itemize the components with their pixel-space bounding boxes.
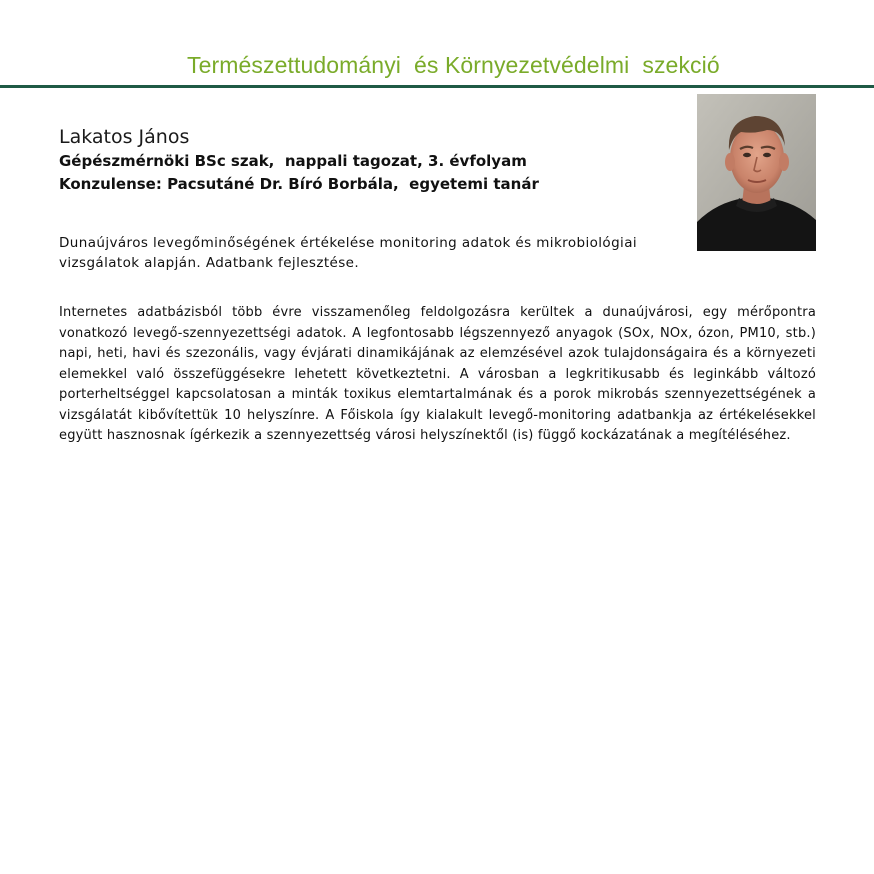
portrait-photo-icon bbox=[697, 94, 816, 251]
presentation-title: Dunaújváros levegőminőségének értékelése monitoring adatok és mikrobiológiai vizsgálatok alapján. Adatbank fejlesztése. bbox=[59, 235, 638, 271]
section-title: Természettudományi és Környezetvédelmi szekció bbox=[187, 52, 720, 78]
abstract-text: Internetes adatbázisból több évre visszamenőleg feldolgozásra kerültek a dunaújvárosi, egy mérőpontra vonatkozó levegő-szennyezettségi adatok. A legfontosabb légszennyező anyagok (SOx, NOx, ózon, PM10, stb.) napi, heti, havi és szezonális, vagy évjárati dinamikájának az elemzésével azok tulajdonságaira és a környezeti elemekkel való összefüggésekre lehetett következtetni. A városban a legkritikusabb és leginkább változó porterheltséggel kapcsolatosan a minták toxikus elemtartalmának és a porok mikrobás szennyezettségének a vizsgálatát kibővítettük 10 helyszínre. A Főiskola így kialakult levegő-monitoring adatbankja az értékelésekkel együtt hasznosnak ígérkezik a szennyezettség városi helyszínektől (is) függő kockázatának a megítéléséhez. bbox=[59, 305, 816, 443]
author-block bbox=[59, 124, 679, 196]
author-name: Lakatos János bbox=[59, 126, 190, 148]
author-program: Gépészmérnöki BSc szak, nappali tagozat, 3. évfolyam bbox=[59, 152, 527, 170]
author-supervisor: Konzulense: Pacsutáné Dr. Bíró Borbála, egyetemi tanár bbox=[59, 175, 539, 193]
author-photo bbox=[697, 94, 816, 251]
section-header bbox=[0, 0, 874, 90]
header-divider bbox=[0, 85, 874, 88]
